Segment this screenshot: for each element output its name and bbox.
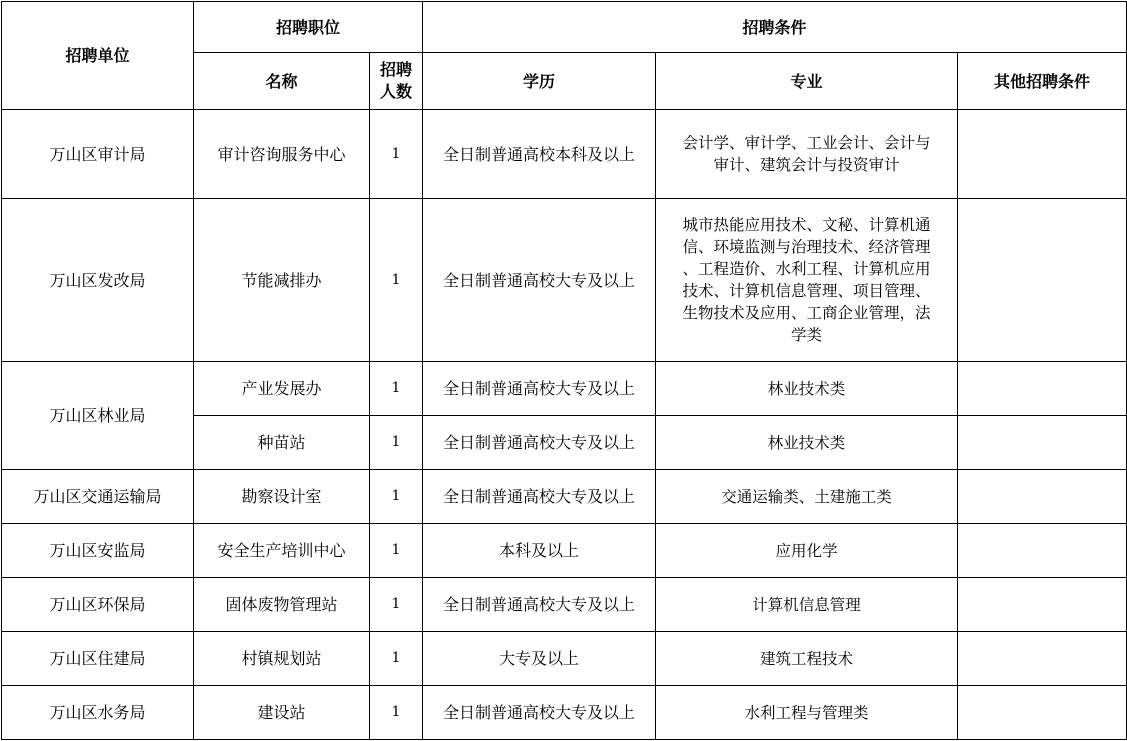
recruitment-table [1,1,1127,740]
unit-cell: 万山区安监局 [2,524,194,578]
major-cell [656,524,958,578]
major-cell [656,470,958,524]
unit-cell: 万山区交通运输局 [2,470,194,524]
other-conditions-cell [958,199,1127,362]
education-cell: 全日制普通高校大专及以上 [423,362,656,416]
table-row [2,110,1127,199]
other-conditions-cell [958,110,1127,199]
position-name-cell: 节能减排办 [194,199,370,362]
education-cell: 全日制普通高校大专及以上 [423,416,656,470]
other-conditions-cell [958,524,1127,578]
header-count [370,53,423,110]
position-name-cell: 审计咨询服务中心 [194,110,370,199]
table-row [2,362,1127,416]
education-cell: 全日制普通高校大专及以上 [423,199,656,362]
major-line: 建筑工程技术 [760,649,854,668]
major-cell [656,632,958,686]
education-cell: 全日制普通高校本科及以上 [423,110,656,199]
count-cell: 1 [370,199,423,362]
major-line: 学类 [791,326,823,344]
table-row [2,524,1127,578]
header-conditions-group: 招聘条件 [423,2,1127,53]
table-row [2,578,1127,632]
major-cell [656,578,958,632]
header-education: 学历 [423,53,656,110]
other-conditions-cell [958,632,1127,686]
major-line: 、工程造价、水利工程、计算机应用 [682,260,931,278]
major-line: 水利工程与管理类 [744,703,869,722]
major-line: 交通运输类、土建施工类 [721,487,892,506]
other-conditions-cell [958,578,1127,632]
count-cell: 1 [370,524,423,578]
position-name-cell: 勘察设计室 [194,470,370,524]
major-line: 计算机信息管理 [752,595,861,614]
unit-cell: 万山区环保局 [2,578,194,632]
header-other: 其他招聘条件 [958,53,1127,110]
major-line: 技术、计算机信息管理、项目管理、 [682,282,931,300]
position-name-cell: 村镇规划站 [194,632,370,686]
position-name-cell: 产业发展办 [194,362,370,416]
major-cell [656,110,958,199]
table-row [2,632,1127,686]
major-line: 林业技术类 [767,379,846,398]
major-line: 审计、建筑会计与投资审计 [713,156,900,174]
count-cell: 1 [370,578,423,632]
education-cell: 大专及以上 [423,632,656,686]
table-row [2,686,1127,740]
unit-cell: 万山区林业局 [2,362,194,470]
education-cell: 全日制普通高校大专及以上 [423,686,656,740]
header-row-top [2,2,1127,53]
count-cell: 1 [370,632,423,686]
unit-cell: 万山区发改局 [2,199,194,362]
major-line: 信、环境监测与治理技术、经济管理 [682,238,931,256]
other-conditions-cell [958,362,1127,416]
header-major: 专业 [656,53,958,110]
unit-cell: 万山区水务局 [2,686,194,740]
header-position-group: 招聘职位 [194,2,423,53]
table-body [2,110,1127,740]
major-cell [656,199,958,362]
major-cell [656,686,958,740]
unit-cell: 万山区住建局 [2,632,194,686]
header-count-line2: 人数 [380,82,413,101]
education-cell: 本科及以上 [423,524,656,578]
other-conditions-cell [958,416,1127,470]
major-line: 会计学、审计学、工业会计、会计与 [682,134,931,152]
unit-cell: 万山区审计局 [2,110,194,199]
major-line: 应用化学 [775,541,838,560]
other-conditions-cell [958,686,1127,740]
education-cell: 全日制普通高校大专及以上 [423,578,656,632]
count-cell: 1 [370,362,423,416]
education-cell: 全日制普通高校大专及以上 [423,470,656,524]
position-name-cell: 建设站 [194,686,370,740]
major-line: 城市热能应用技术、文秘、计算机通 [682,216,931,234]
count-cell: 1 [370,110,423,199]
position-name-cell: 安全生产培训中心 [194,524,370,578]
count-cell: 1 [370,686,423,740]
other-conditions-cell [958,470,1127,524]
table-row [2,470,1127,524]
major-line: 林业技术类 [767,433,846,452]
table-row [2,199,1127,362]
count-cell: 1 [370,470,423,524]
position-name-cell: 种苗站 [194,416,370,470]
position-name-cell: 固体废物管理站 [194,578,370,632]
header-unit: 招聘单位 [2,2,194,110]
major-cell [656,416,958,470]
major-cell [656,362,958,416]
major-line: 生物技术及应用、工商企业管理，法 [682,304,931,322]
count-cell: 1 [370,416,423,470]
header-count-line1: 招聘 [380,60,413,79]
header-name: 名称 [194,53,370,110]
